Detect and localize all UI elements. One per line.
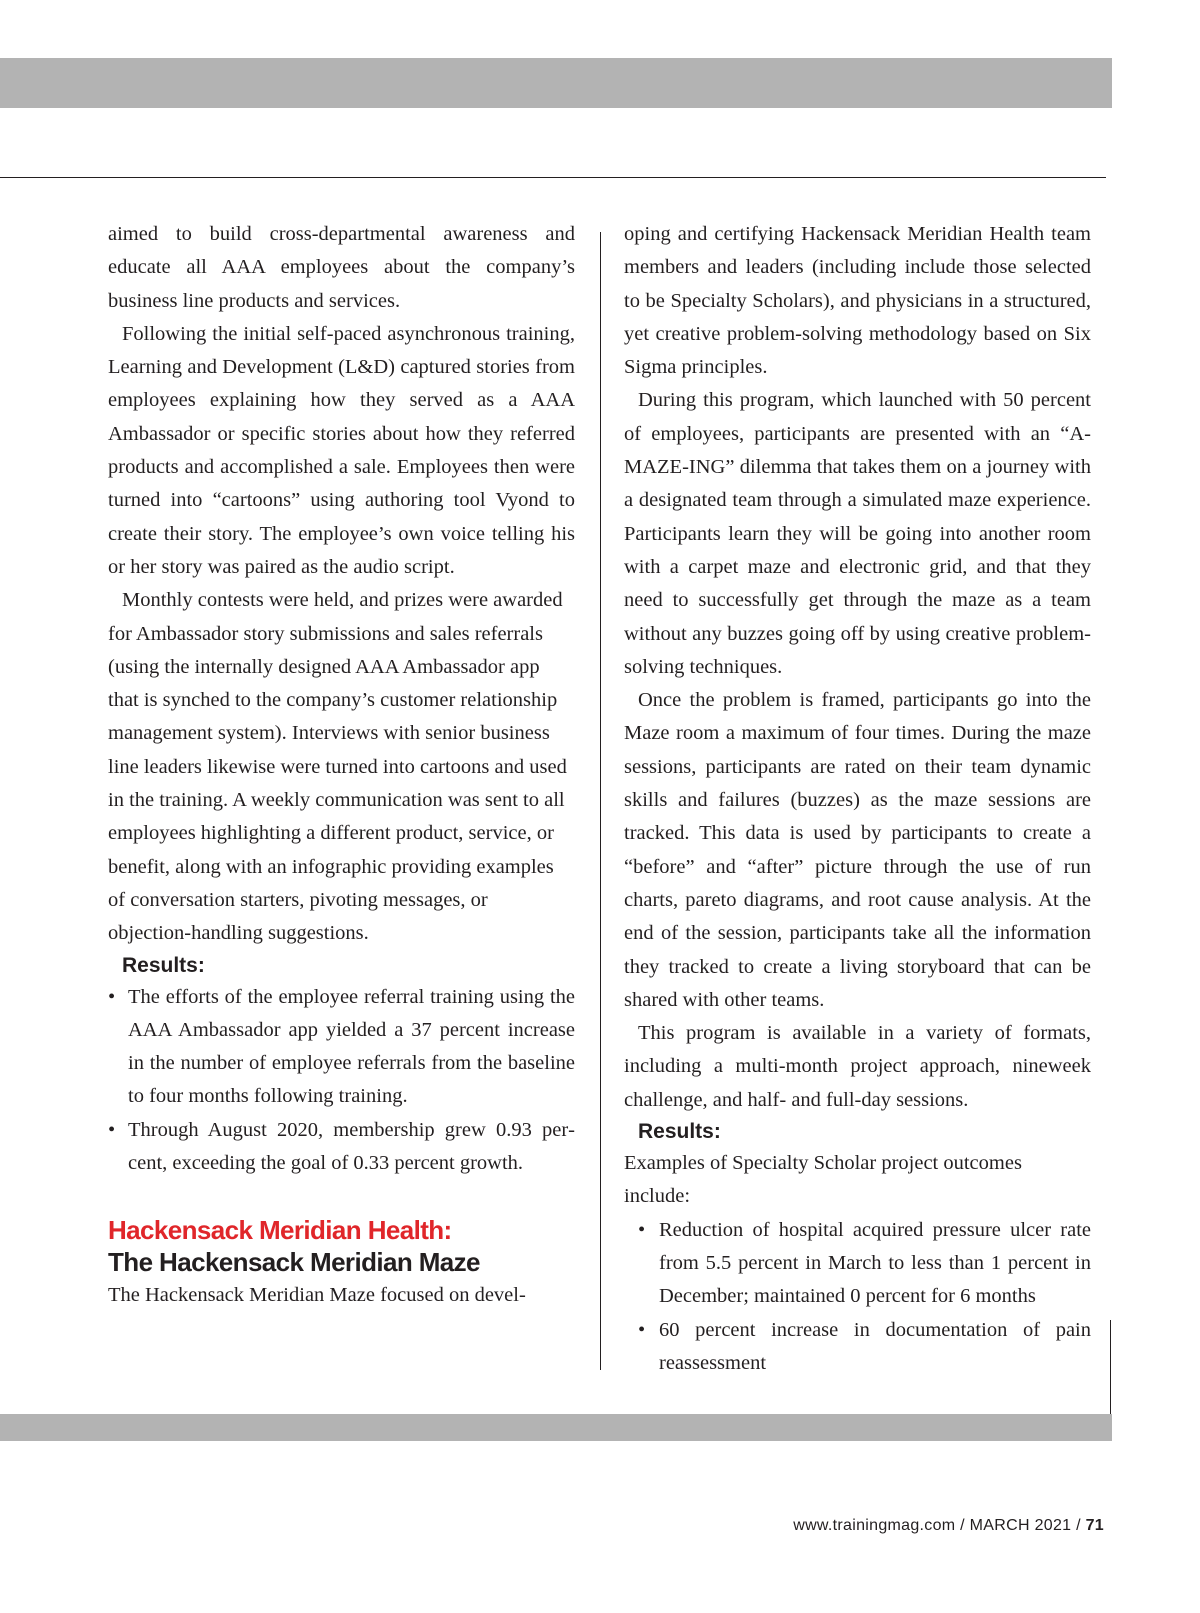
left-results-list bbox=[108, 981, 575, 1181]
list-item bbox=[108, 1114, 575, 1181]
page-footer bbox=[793, 1517, 1104, 1535]
left-results-label: Results: bbox=[122, 953, 205, 977]
right-results-intro: Examples of Specialty Scholar project outcomes include: bbox=[624, 1152, 1022, 1208]
section-company-heading: Hackensack Meridian Health: bbox=[108, 1215, 452, 1246]
left-column bbox=[108, 218, 575, 1313]
footer-site-date: www.trainingmag.com / MARCH 2021 / bbox=[793, 1517, 1086, 1534]
list-item bbox=[624, 1214, 1091, 1314]
section-intro-text: The Hackensack Meridian Maze focused on devel- bbox=[108, 1284, 526, 1307]
right-column bbox=[624, 218, 1091, 1380]
right-paragraph-2: During this program, which launched with 50 percent of employees, participants are presented with an “A-MAZE-ING” dilemma that takes them on a journey with a designated team through a simulated maze experience. Participants learn they will be going into another room with a carpet maze and electronic grid, and that they need to successfully get through the maze as a team without any buzzes going off by using creative problem-solving techniques. bbox=[624, 389, 1091, 678]
bullet-dot: • bbox=[108, 985, 116, 1008]
list-item bbox=[108, 981, 575, 1114]
right-paragraph-1: oping and certifying Hackensack Meridian Health team members and leaders (including include those selected to be Specialty Scholars), and physicians in a structured, yet creative problem-solving methodology based on Six Sigma principles. bbox=[624, 223, 1091, 379]
page-number: 71 bbox=[1085, 1517, 1104, 1534]
list-item bbox=[624, 1314, 1091, 1381]
bottom-gray-band bbox=[0, 1414, 1112, 1441]
bullet-dot: • bbox=[108, 1118, 116, 1141]
top-gray-band bbox=[0, 58, 1112, 108]
column-divider bbox=[600, 232, 601, 1370]
right-paragraph-3: Once the problem is framed, participants go into the Maze room a maximum of four times. During the maze sessions, participants are rated on their team dynamic skills and failures (buzzes) as the maze sessions are tracked. This data is used by participants to create a “before” and “after” picture through the use of run charts, pareto diagrams, and root cause analysis. At the end of the session, participants take all the information they tracked to create a living storyboard that can be shared with other teams. bbox=[624, 689, 1091, 1011]
left-paragraph-1: aimed to build cross-departmental awareness and educate all AAA employees about the company’s business line products and services. bbox=[108, 223, 575, 312]
right-results-list bbox=[624, 1214, 1091, 1380]
left-paragraph-2: Following the initial self-paced asynchronous training, Learning and Development (L&D) captured stories from employees explaining how they served as a AAA Ambassador or specific stories about how they referred products and accomplished a sale. Employees then were turned into “cartoons” using authoring tool Vyond to create their story. The employee’s own voice telling his or her story was paired as the audio script. bbox=[108, 322, 575, 578]
left-paragraph-3: Monthly contests were held, and prizes were awarded for Ambassador story submissions and sales referrals (using the internally designed AAA Ambassador app that is synched to the company’s customer relationship management system). Interviews with senior business line leaders likewise were turned into cartoons and used in the training. A weekly communication was sent to all employees highlighting a different product, service, or benefit, along with an infographic providing examples of conversation starters, pivoting messages, or objection-handling suggestions. bbox=[108, 589, 567, 945]
bullet-dot: • bbox=[638, 1218, 646, 1241]
right-edge-rule bbox=[1110, 1320, 1111, 1415]
right-results-label: Results: bbox=[638, 1120, 721, 1144]
top-rule bbox=[0, 177, 1106, 178]
bullet-text: Reduction of hospital acquired pressure ulcer rate from 5.5 percent in March to less than 1 percent in December; maintained 0 percent for 6 months bbox=[659, 1218, 1091, 1308]
bullet-text: 60 percent increase in documentation of pain reassessment bbox=[659, 1318, 1091, 1374]
bullet-text: Through August 2020, membership grew 0.93 percent, exceeding the goal of 0.33 percent growth. bbox=[128, 1118, 575, 1175]
right-paragraph-4: This program is available in a variety of formats, including a multi-month project approach, nineweek challenge, and half- and full-day sessions. bbox=[624, 1022, 1091, 1111]
bullet-dot: • bbox=[638, 1318, 646, 1341]
section-program-heading: The Hackensack Meridian Maze bbox=[108, 1247, 480, 1278]
bullet-text: The efforts of the employee referral training using the AAA Ambassador app yielded a 37 percent increase in the number of employee referrals from the baseline to four months following training. bbox=[128, 985, 575, 1108]
